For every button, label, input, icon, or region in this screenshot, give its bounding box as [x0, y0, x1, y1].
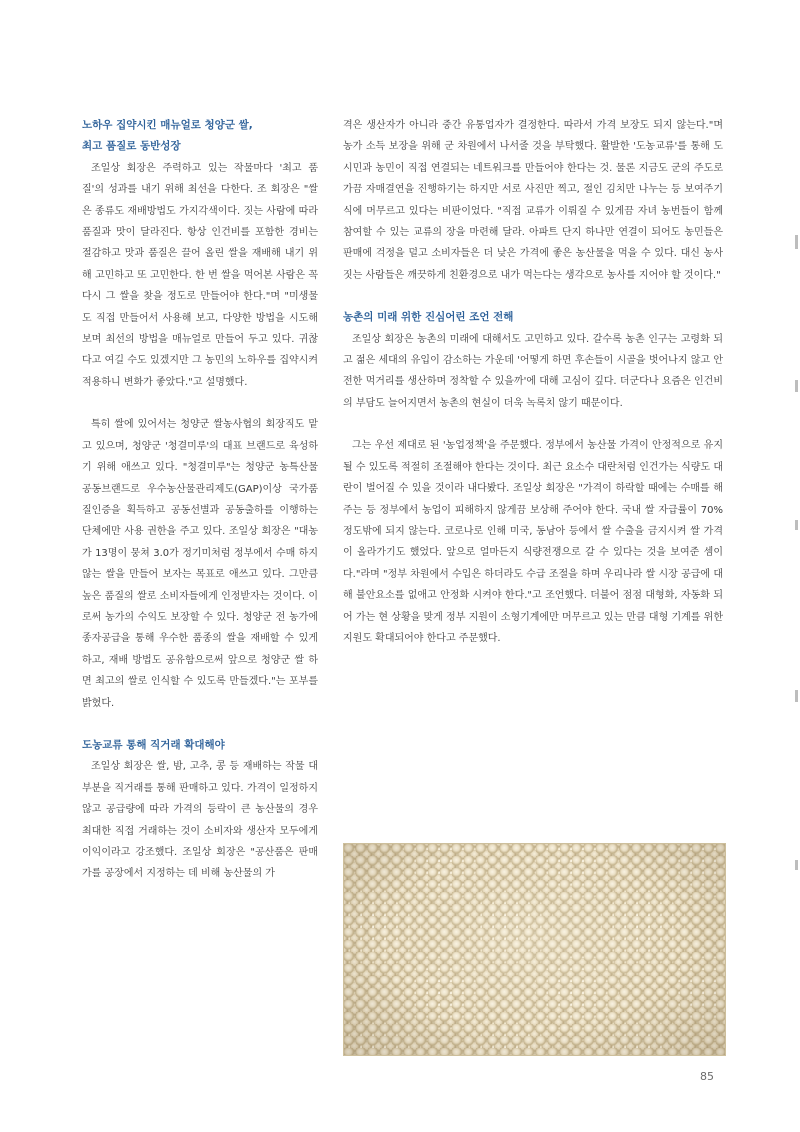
- facing-page-text-fragment: [795, 380, 798, 392]
- page-number: 85: [700, 1070, 714, 1083]
- direct-trade-paragraph-continued: 격은 생산자가 아니라 중간 유통업자가 결정한다. 따라서 가격 보장도 되지 않는다."며 농가 소득 보장을 위해 군 차원에서 나서줄 것을 부탁했다. 활발한 '도농교류'를 통해 도시민과 농민이 직접 연결되는 네트워크를 만들어야 한다는 것. 물론 지금도 군의 주도로 가끔 자매결연을 진행하기는 하지만 서로 사진만 찍고, 절인 김치만 나누는 등 보여주기 식에 머무르고 있다는 비판이었다. "직접 교류가 이뤄질 수 있게끔 자녀 농번들이 함께 참여할 수 있는 교류의 장을 마련해 달라. 아파트 단지 하나만 연결이 되어도 농민들은 판매에 걱정을 덜고 소비자들은 더 낮은 가격에 좋은 농산물을 먹을 수 있다. 대신 농사 짓는 사람들은 깨끗하게 친환경으로 내가 먹는다는 생각으로 농사를 지어야 할 것이다.": [343, 120, 723, 281]
- rice-quality-paragraph-2: 특히 쌀에 있어서는 청양군 쌀농사협의 회장직도 맡고 있으며, 청양군 '청결미루'의 대표 브랜드로 육성하기 위해 애쓰고 있다. "청결미루"는 청양군 농특산물 공동브랜드로 우수농산물관리제도(GAP)이상 국가품질인증을 획득하고 공동선별과 공동출하를 이행하는 단체에만 사용 권한을 주고 있다. 조일상 회장은 "대농가 13명이 뭉쳐 3.0가 정기미처럼 정부에서 수매 하지 않는 쌀을 만들어 보자는 목표로 애쓰고 있다. 그만큼 높은 품질의 쌀로 소비자들에게 인정받자는 것이다. 이로써 농가의 수익도 보장할 수 있다. 청양군 전 농가에 종자공급을 통해 우수한 품종의 쌀을 재배할 수 있게 하고, 재배 방법도 공유함으로써 앞으로 청양군 쌀 하면 최고의 쌀로 인식할 수 있도록 만들겠다."는 포부를 밝혔다.: [82, 419, 318, 709]
- right-column: [343, 115, 723, 649]
- section-heading-rice-quality-line1: 노하우 집약시킨 매뉴얼로 청양군 쌀,: [82, 119, 253, 131]
- paragraph-gap: [343, 414, 723, 435]
- paragraph-gap: [343, 286, 723, 307]
- paragraph-gap: [82, 714, 318, 735]
- rural-future-paragraph-1: 조일상 회장은 농촌의 미래에 대해서도 고민하고 있다. 갈수록 농촌 인구는 고령화 되고 젊은 세대의 유입이 감소하는 가운데 '어떻게 하면 후손들이 시골을 벗어나지 않고 안전한 먹거리를 생산하며 정착할 수 있을까'에 대해 고심이 깊다. 더군다나 요즘은 인건비의 부담도 늘어지면서 농촌의 현실이 더욱 녹록치 않기 때문이다.: [343, 333, 723, 409]
- section-heading-rural-future: 농촌의 미래 위한 진심어린 조언 전해: [343, 311, 514, 324]
- facing-page-text-fragment: [795, 520, 798, 530]
- left-column: [82, 115, 318, 885]
- photo-lighting-overlay: [344, 844, 725, 1055]
- facing-page-edge: [790, 0, 800, 1132]
- section-heading-direct-trade: 도농교류 통해 직거래 확대해야: [82, 738, 225, 751]
- paragraph-gap: [82, 393, 318, 414]
- direct-trade-paragraph-1: 조일상 회장은 쌀, 밤, 고추, 콩 등 재배하는 작물 대부분을 직거래를 통해 판매하고 있다. 가격이 일정하지 않고 공급량에 따라 가격의 등락이 큰 농산물의 경우 최대한 직접 거래하는 것이 소비자와 생산자 모두에게 이익이라고 강조했다. 조일상 회장은 "공산품은 판매가를 공장에서 지정하는 데 비해 농산물의 가: [82, 761, 318, 880]
- facing-page-text-fragment: [795, 860, 798, 870]
- rice-quality-paragraph-1: 조일상 회장은 주력하고 있는 작물마다 '최고 품질'의 성과를 내기 위해 최선을 다한다. 조 회장은 "쌀은 종류도 재배방법도 가지각색이다. 짓는 사람에 따라 품질과 맛이 달라진다. 항상 인건비를 포함한 경비는 절감하고 맛과 품질은 끌어 올린 쌀을 재배해 내기 위해 고민하고 또 고민한다. 한 번 쌀을 먹어본 사람은 꼭 다시 그 쌀을 찾을 정도로 만들어야 한다."며 "미생물도 직접 만들어서 사용해 보고, 다양한 방법을 시도해 보며 최선의 방법을 매뉴얼로 만들어 두고 있다. 귀찮다고 여길 수도 있겠지만 그 농민의 노하우를 집약시켜 적용하니 변화가 좋았다."고 설명했다.: [82, 162, 318, 388]
- facing-page-text-fragment: [795, 690, 798, 702]
- soybean-photo: [343, 843, 726, 1056]
- rural-future-paragraph-2: 그는 우선 제대로 된 '농업정책'을 주문했다. 정부에서 농산물 가격이 안정적으로 유지될 수 있도록 적절히 조절해야 한다는 것이다. 최근 요소수 대란처럼 인건가는 식량도 대란이 벌어질 수 있을 것이라 내다봤다. 조일상 회장은 "가격이 하락할 때에는 수매를 해 주는 등 정부에서 농업이 피해하지 않게끔 보상해 주어야 한다. 국내 쌀 자급률이 70% 정도밖에 되지 않는다. 코로나로 인해 미국, 동남아 등에서 쌀 수출을 금지시켜 쌀 가격이 올라가기도 했었다. 앞으로 얼마든지 식량전쟁으로 갈 수 있다는 것을 보여준 셈이다."라며 "정부 차원에서 수입은 하더라도 수급 조절을 하며 우리나라 쌀 시장 공급에 대해 불안요소를 없애고 안정화 시켜야 한다."고 조언했다. 더불어 점점 대형화, 자동화 되어 가는 현 상황을 맞게 정부 지원이 소형기계에만 머무르고 있는 만큼 대형 기계를 위한 지원도 확대되어야 한다고 주문했다.: [343, 440, 723, 644]
- section-heading-rice-quality-line2: 최고 품질로 동반성장: [82, 140, 181, 153]
- facing-page-text-fragment: [795, 235, 798, 249]
